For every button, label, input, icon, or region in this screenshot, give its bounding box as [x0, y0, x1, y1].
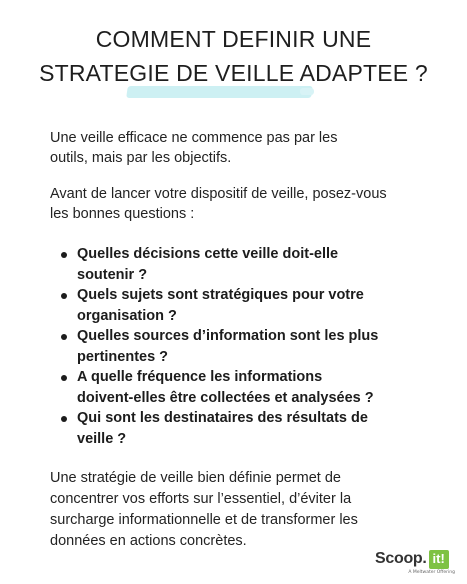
- question-line: veille ?: [77, 430, 127, 447]
- title-highlight-tail: [300, 88, 314, 95]
- title-line-2: STRATEGIE DE VEILLE ADAPTEE ?: [39, 60, 428, 86]
- list-item: [52, 408, 432, 449]
- logo-wordmark: Scoop.: [375, 550, 427, 567]
- conclusion-paragraph: [50, 468, 430, 552]
- title-highlight-stroke: [126, 86, 313, 98]
- logo-badge: it!: [429, 550, 449, 569]
- conclusion-line: surcharge informationnelle et de transformer les: [50, 512, 358, 528]
- bullet-dot-icon: [61, 375, 67, 381]
- lead-paragraph: [50, 184, 430, 224]
- scoopit-logo: [375, 548, 457, 578]
- title-line-1: COMMENT DEFINIR UNE: [95, 26, 372, 52]
- page-title: [0, 22, 467, 90]
- question-line: Quels sujets sont stratégiques pour votre: [77, 287, 364, 303]
- lead-line: les bonnes questions :: [50, 206, 195, 222]
- conclusion-line: données en actions concrètes.: [50, 533, 247, 549]
- logo-tagline: A Meltwater Offering: [408, 570, 455, 575]
- question-line: pertinentes ?: [77, 348, 169, 365]
- intro-line: outils, mais par les objectifs.: [50, 150, 232, 166]
- bullet-dot-icon: [61, 293, 67, 299]
- intro-line: Une veille efficace ne commence pas par les: [50, 130, 338, 146]
- questions-list: [52, 244, 432, 449]
- question-line: Quelles décisions cette veille doit-elle: [77, 246, 339, 262]
- question-line: A quelle fréquence les informations: [77, 369, 323, 385]
- question-line: organisation ?: [77, 307, 177, 324]
- list-item: [52, 244, 432, 285]
- conclusion-line: Une stratégie de veille bien définie permet de: [50, 470, 341, 486]
- list-item: [52, 326, 432, 367]
- lead-line: Avant de lancer votre dispositif de veille, posez-vous: [50, 186, 387, 202]
- list-item: [52, 285, 432, 326]
- bullet-dot-icon: [61, 416, 67, 422]
- bullet-dot-icon: [61, 252, 67, 258]
- conclusion-line: concentrer vos efforts sur l’essentiel, d’éviter la: [50, 491, 352, 507]
- intro-paragraph: [50, 128, 430, 168]
- question-line: Quelles sources d’information sont les plus: [77, 328, 379, 344]
- bullet-dot-icon: [61, 334, 67, 340]
- logo-mark: [375, 548, 449, 570]
- question-line: soutenir ?: [77, 266, 148, 283]
- list-item: [52, 367, 432, 408]
- question-line: Qui sont les destinataires des résultats de: [77, 410, 368, 426]
- question-line: doivent-elles être collectées et analysées ?: [77, 389, 374, 406]
